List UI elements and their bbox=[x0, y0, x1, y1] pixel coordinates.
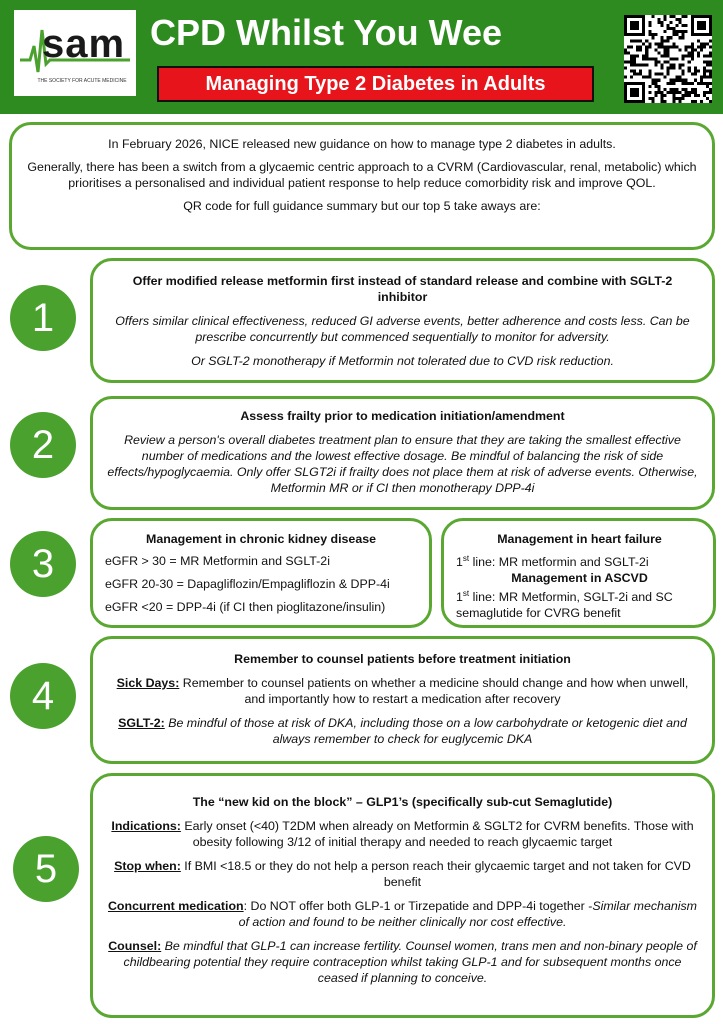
sick-days-paragraph: Sick Days: Remember to counsel patients on whether a medicine should change and how when unwell, and importantly how to restart a medication after recovery bbox=[116, 676, 689, 706]
sick-days-label: Sick Days: bbox=[116, 676, 180, 690]
concurrent-medication-paragraph: Concurrent medication: Do NOT offer both GLP-1 or Tirzepatide and DPP-4i together -Similar mechanism of action and found to be neither clinically nor cost effective. bbox=[107, 899, 697, 929]
stop-when-paragraph: Stop when: If BMI <18.5 or they do not help a person reach their glycaemic target and not taken for CVD benefit bbox=[114, 859, 691, 889]
ckd-box bbox=[90, 518, 432, 628]
takeaway-box-2 bbox=[90, 396, 715, 510]
heart-failure-box bbox=[441, 518, 716, 628]
page-title: CPD Whilst You Wee bbox=[150, 12, 503, 53]
ckd-heading: Management in chronic kidney disease bbox=[146, 532, 376, 546]
takeaway-body: Offers similar clinical effectiveness, reduced GI adverse events, better adherence and costs less. Can be prescribe concurrently but commenced sequentially to monitor for adversity. bbox=[115, 314, 690, 344]
hf-line: 1st line: MR metformin and SGLT-2i bbox=[456, 554, 649, 570]
intro-box bbox=[9, 122, 715, 250]
ascvd-line: 1st line: MR Metformin, SGLT-2i and SC semaglutide for CVRG benefit bbox=[456, 589, 673, 621]
intro-paragraph: In February 2026, NICE released new guidance on how to manage type 2 diabetes in adults. bbox=[108, 137, 616, 151]
number-badge-2: 2 bbox=[10, 412, 76, 478]
ascvd-heading: Management in ASCVD bbox=[511, 571, 648, 586]
indications-paragraph: Indications: Early onset (<40) T2DM when already on Metformin & SGLT2 for CVRM benefits. Those with obesity following 3/12 of initial therapy and needed to reach glycaemic target bbox=[111, 819, 694, 849]
takeaway-heading: Assess frailty prior to medication initiation/amendment bbox=[240, 409, 565, 423]
sglt2-paragraph: SGLT-2: Be mindful of those at risk of DKA, including those on a low carbohydrate or ketogenic diet and always remember to check for euglycemic DKA bbox=[118, 716, 687, 746]
subtitle-banner bbox=[157, 66, 594, 102]
concurrent-medication-label: Concurrent medication bbox=[107, 899, 244, 913]
stop-when-label: Stop when: bbox=[114, 859, 181, 873]
indications-label: Indications: bbox=[111, 819, 181, 833]
intro-paragraph: Generally, there has been a switch from a glycaemic centric approach to a CVRM (Cardiovascular, renal, metabolic) which prioritises a personalised and individual patient response to help reduce comorbidity risk and improve QOL. bbox=[27, 160, 697, 190]
takeaway-box-5 bbox=[90, 773, 715, 1018]
ckd-line: eGFR <20 = DPP-4i (if CI then pioglitazone/insulin) bbox=[105, 600, 386, 614]
counsel-label: Counsel: bbox=[108, 939, 162, 953]
takeaway-heading: The “new kid on the block” – GLP1’s (specifically sub-cut Semaglutide) bbox=[192, 795, 613, 809]
page-subtitle: Managing Type 2 Diabetes in Adults bbox=[205, 73, 546, 95]
sglt2-label: SGLT-2: bbox=[118, 716, 165, 730]
number-badge-1: 1 bbox=[10, 285, 76, 351]
number-badge-3: 3 bbox=[10, 531, 76, 597]
hf-heading: Management in heart failure bbox=[497, 532, 662, 546]
sam-logo bbox=[14, 10, 136, 96]
logo-subtext: THE SOCIETY FOR ACUTE MEDICINE bbox=[37, 78, 127, 84]
ckd-line: eGFR 20-30 = Dapagliflozin/Empagliflozin & DPP-4i bbox=[105, 577, 390, 591]
takeaway-heading: Remember to counsel patients before treatment initiation bbox=[234, 652, 571, 666]
header-banner bbox=[0, 0, 723, 114]
qr-code-icon[interactable] bbox=[624, 15, 712, 103]
takeaway-box-1 bbox=[90, 258, 715, 383]
number-badge-5: 5 bbox=[13, 836, 79, 902]
intro-paragraph: QR code for full guidance summary but our top 5 take aways are: bbox=[183, 199, 541, 213]
counsel-paragraph: Counsel: Be mindful that GLP-1 can increase fertility. Counsel women, trans men and non-binary people of childbearing potential they require contraception whilst taking GLP-1 and for subsequent months once ceased if planning to conceive. bbox=[108, 939, 697, 985]
takeaway-box-4 bbox=[90, 636, 715, 764]
logo-text: sam bbox=[42, 22, 126, 66]
number-badge-4: 4 bbox=[10, 663, 76, 729]
takeaway-body: Or SGLT-2 monotherapy if Metformin not tolerated due to CVD risk reduction. bbox=[191, 354, 614, 368]
takeaway-heading: Offer modified release metformin first instead of standard release and combine with SGLT-2 inhibitor bbox=[132, 274, 673, 304]
takeaway-body: Review a person's overall diabetes treatment plan to ensure that they are taking the smallest effective number of medications and the lowest effective dosage. Be mindful of balancing the risk of side effects/hypoglycaemia. Only offer SLGT2i if frailty does not place them at risk of adverse events. Otherwise, Metformin MR or if CI then monotherapy DPP-4i bbox=[107, 433, 698, 495]
ckd-line: eGFR > 30 = MR Metformin and SGLT-2i bbox=[105, 554, 330, 568]
